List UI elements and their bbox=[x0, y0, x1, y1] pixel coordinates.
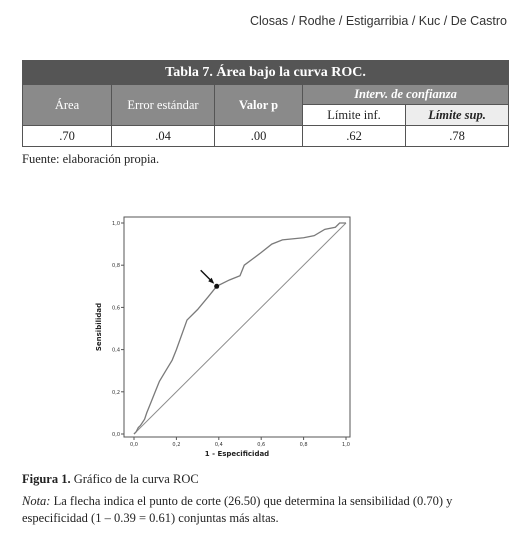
cell-lower-limit: .62 bbox=[303, 126, 406, 147]
header-p-value: Valor p bbox=[215, 85, 303, 126]
auc-table bbox=[22, 60, 509, 147]
y-axis-label: Sensibilidad bbox=[95, 302, 103, 352]
figure-note bbox=[22, 493, 508, 527]
running-head: Closas / Rodhe / Estigarribia / Kuc / De Castro bbox=[249, 14, 507, 28]
cutoff-point bbox=[214, 284, 219, 289]
cell-area: .70 bbox=[23, 126, 112, 147]
subheader-upper-limit: Límite sup. bbox=[406, 105, 509, 126]
table-title: Tabla 7. Área bajo la curva ROC. bbox=[23, 61, 509, 85]
x-tick-label: 0,2 bbox=[172, 442, 181, 448]
subheader-lower-limit: Límite inf. bbox=[303, 105, 406, 126]
cell-std-error: .04 bbox=[112, 126, 215, 147]
header-area: Área bbox=[23, 85, 112, 126]
y-tick-label: 1,0 bbox=[112, 221, 120, 227]
y-tick-label: 0,6 bbox=[112, 305, 120, 312]
header-std-error: Error estándar bbox=[112, 85, 215, 126]
roc-chart bbox=[90, 205, 370, 465]
table-source: Fuente: elaboración propia. bbox=[22, 152, 160, 166]
cell-p-value: .00 bbox=[215, 126, 303, 147]
x-tick-label: 0,0 bbox=[130, 442, 138, 448]
x-axis-label: 1 - Especificidad bbox=[204, 450, 270, 458]
x-tick-label: 0,8 bbox=[299, 442, 308, 448]
caption-text: Gráfico de la curva ROC bbox=[73, 472, 199, 486]
note-label: Nota: bbox=[22, 494, 51, 508]
y-tick-label: 0,4 bbox=[112, 347, 120, 354]
plot-frame bbox=[124, 217, 350, 437]
x-tick-label: 0,6 bbox=[257, 442, 266, 448]
caption-label: Figura 1. bbox=[22, 472, 71, 486]
reference-diagonal bbox=[134, 223, 346, 434]
figure-caption bbox=[22, 472, 199, 487]
cell-upper-limit: .78 bbox=[406, 126, 509, 147]
y-tick-label: 0,0 bbox=[112, 432, 120, 438]
x-tick-label: 1,0 bbox=[342, 442, 350, 448]
header-confidence-interval: Interv. de confianza bbox=[303, 85, 509, 105]
note-text: La flecha indica el punto de corte (26.50) que determina la sensibilidad (0.70) y especificidad (1 – 0.39 = 0.61) conjuntas más altas. bbox=[22, 494, 453, 525]
y-tick-label: 0,8 bbox=[112, 263, 120, 270]
x-tick-label: 0,4 bbox=[214, 442, 223, 448]
y-tick-label: 0,2 bbox=[112, 389, 120, 396]
